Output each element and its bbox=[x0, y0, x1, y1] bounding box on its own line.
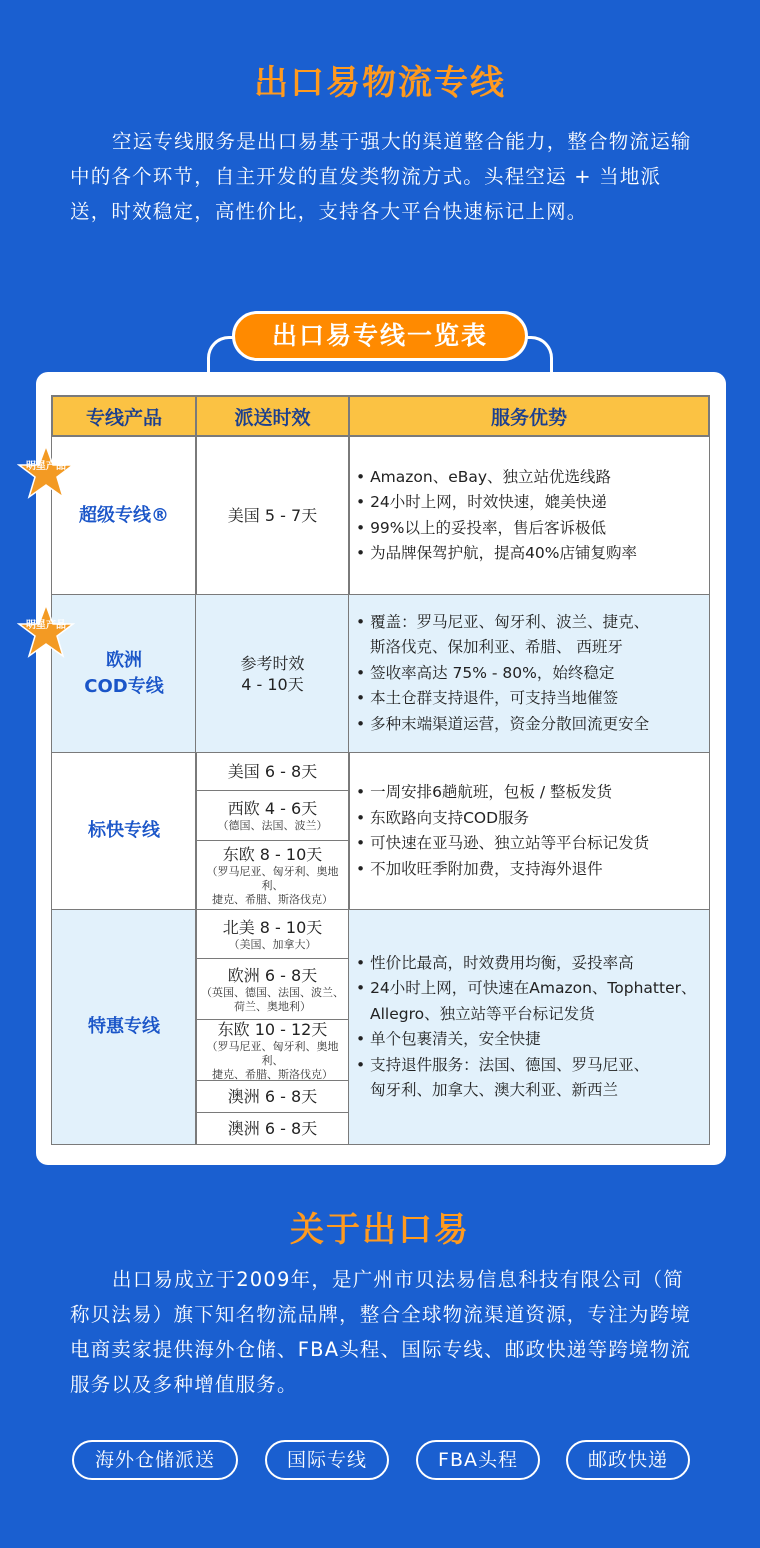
header-delivery-time: 派送时效 bbox=[195, 395, 350, 437]
time-main: 澳洲 6 - 8天 bbox=[227, 1087, 318, 1106]
advantage-item: • 本土仓群支持退件，可支持当地催签 bbox=[356, 689, 619, 708]
advantage-item: 斯洛伐克、保加利亚、希腊、 西班牙 bbox=[370, 638, 623, 657]
time-cell bbox=[195, 909, 350, 959]
time-main: 西欧 4 - 6天 bbox=[227, 799, 318, 818]
time-cell bbox=[195, 790, 350, 841]
advantages-cell bbox=[348, 436, 710, 595]
time-sub: 捷克、希腊、斯洛伐克） bbox=[212, 892, 333, 906]
advantage-item: • 可快速在亚马逊、独立站等平台标记发货 bbox=[356, 834, 650, 852]
time-main: 东欧 8 - 10天 bbox=[222, 844, 323, 864]
star-badge-text: 明星产品 bbox=[26, 461, 66, 472]
advantage-item: • 24小时上网，可快速在Amazon、Tophatter、 bbox=[356, 979, 697, 997]
about-title: 关于出口易 bbox=[290, 1210, 470, 1250]
product-label: COD专线 bbox=[84, 675, 164, 697]
time-sub: （美国、加拿大） bbox=[228, 937, 317, 951]
time-main: 美国 5 - 7天 bbox=[227, 506, 318, 525]
advantage-item: 匈牙利、加拿大、澳大利亚、新西兰 bbox=[370, 1081, 619, 1099]
time-cell bbox=[195, 752, 350, 791]
product-super-line: 超级专线® bbox=[51, 436, 197, 595]
advantage-item: • 单个包裹清关，安全快捷 bbox=[356, 1030, 541, 1048]
time-cell bbox=[195, 436, 350, 595]
time-sub: 捷克、希腊、斯洛伐克） bbox=[212, 1067, 333, 1081]
time-cell bbox=[195, 1112, 350, 1145]
time-sub: 荷兰、奥地利） bbox=[234, 999, 311, 1013]
header-advantages: 服务优势 bbox=[348, 395, 710, 437]
time-main: 欧洲 6 - 8天 bbox=[227, 965, 318, 985]
advantage-item: • 覆盖：罗马尼亚、匈牙利、波兰、捷克、 bbox=[356, 612, 650, 631]
advantage-item: • 东欧路向支持COD服务 bbox=[356, 808, 530, 827]
advantages-cell bbox=[348, 594, 710, 753]
time-sub: （罗马尼亚、匈牙利、奥地利、 bbox=[206, 864, 339, 892]
time-cell bbox=[195, 1019, 350, 1081]
product-label: 欧洲 bbox=[106, 649, 142, 671]
star-badge bbox=[17, 444, 75, 502]
advantage-item: • 签收率高达 75% - 80%，始终稳定 bbox=[356, 663, 615, 682]
star-icon bbox=[17, 603, 75, 661]
tag-postal-express[interactable]: 邮政快递 bbox=[566, 1440, 690, 1480]
header-product: 专线产品 bbox=[51, 395, 197, 437]
advantage-item: • 不加收旺季附加费，支持海外退件 bbox=[356, 859, 603, 878]
time-main: 澳洲 6 - 8天 bbox=[227, 1119, 318, 1138]
advantage-item: • 支持退件服务：法国、德国、罗马尼亚、 bbox=[356, 1055, 650, 1074]
tag-international-line[interactable]: 国际专线 bbox=[265, 1440, 389, 1480]
time-main: 北美 8 - 10天 bbox=[222, 917, 323, 937]
page-title: 出口易物流专线 bbox=[254, 63, 506, 103]
time-main: 参考时效 bbox=[240, 653, 305, 673]
time-sub: （英国、德国、法国、波兰、 bbox=[201, 985, 344, 999]
table-title: 出口易专线一览表 bbox=[232, 311, 528, 361]
star-badge bbox=[17, 603, 75, 661]
tag-fba[interactable]: FBA头程 bbox=[416, 1440, 540, 1480]
time-cell bbox=[195, 840, 350, 910]
time-main: 4 - 10天 bbox=[241, 674, 304, 694]
intro-paragraph: 空运专线服务是出口易基于强大的渠道整合能力，整合物流运输中的各个环节，自主开发的直发类物流方式。头程空运 + 当地派送，时效稳定，高性价比，支持各大平台快速标记上网。 bbox=[70, 130, 692, 223]
advantage-item: • 性价比最高，时效费用均衡，妥投率高 bbox=[356, 953, 634, 972]
advantages-cell bbox=[348, 752, 710, 910]
about-paragraph: 出口易成立于2009年，是广州市贝法易信息科技有限公司（简称贝法易）旗下知名物流品牌，整合全球物流渠道资源，专注为跨境电商卖家提供海外仓储、FBA头程、国际专线、邮政快递等跨境物流服务以及多种增值服务。 bbox=[70, 1268, 692, 1396]
service-table bbox=[51, 395, 710, 1145]
time-main: 美国 6 - 8天 bbox=[227, 762, 318, 781]
product-standard-express: 标快专线 bbox=[51, 752, 197, 910]
advantage-item: Allegro、独立站等平台标记发货 bbox=[370, 1004, 595, 1023]
advantage-item: • 一周安排6趟航班，包板 / 整板发货 bbox=[356, 783, 613, 801]
time-sub: （罗马尼亚、匈牙利、奥地利、 bbox=[206, 1039, 339, 1067]
time-sub: （德国、法国、波兰） bbox=[217, 819, 328, 832]
time-cell bbox=[195, 1080, 350, 1113]
advantage-item: • 多种末端渠道运营，资金分散回流更安全 bbox=[356, 714, 650, 733]
star-badge-text: 明星产品 bbox=[26, 620, 66, 631]
time-main: 东欧 10 - 12天 bbox=[217, 1019, 328, 1039]
time-cell bbox=[195, 594, 350, 753]
advantages-cell bbox=[348, 909, 710, 1145]
product-discount-line: 特惠专线 bbox=[51, 909, 197, 1145]
advantage-item: • 24小时上网，时效快速，媲美快递 bbox=[356, 493, 607, 511]
tag-overseas-warehouse[interactable]: 海外仓储派送 bbox=[72, 1440, 238, 1480]
time-cell bbox=[195, 958, 350, 1020]
advantage-item: • Amazon、eBay、独立站优选线路 bbox=[356, 467, 612, 486]
advantage-item: • 为品牌保驾护航，提高40%店铺复购率 bbox=[356, 544, 638, 562]
star-icon bbox=[17, 444, 75, 502]
advantage-item: • 99%以上的妥投率，售后客诉极低 bbox=[356, 518, 607, 537]
